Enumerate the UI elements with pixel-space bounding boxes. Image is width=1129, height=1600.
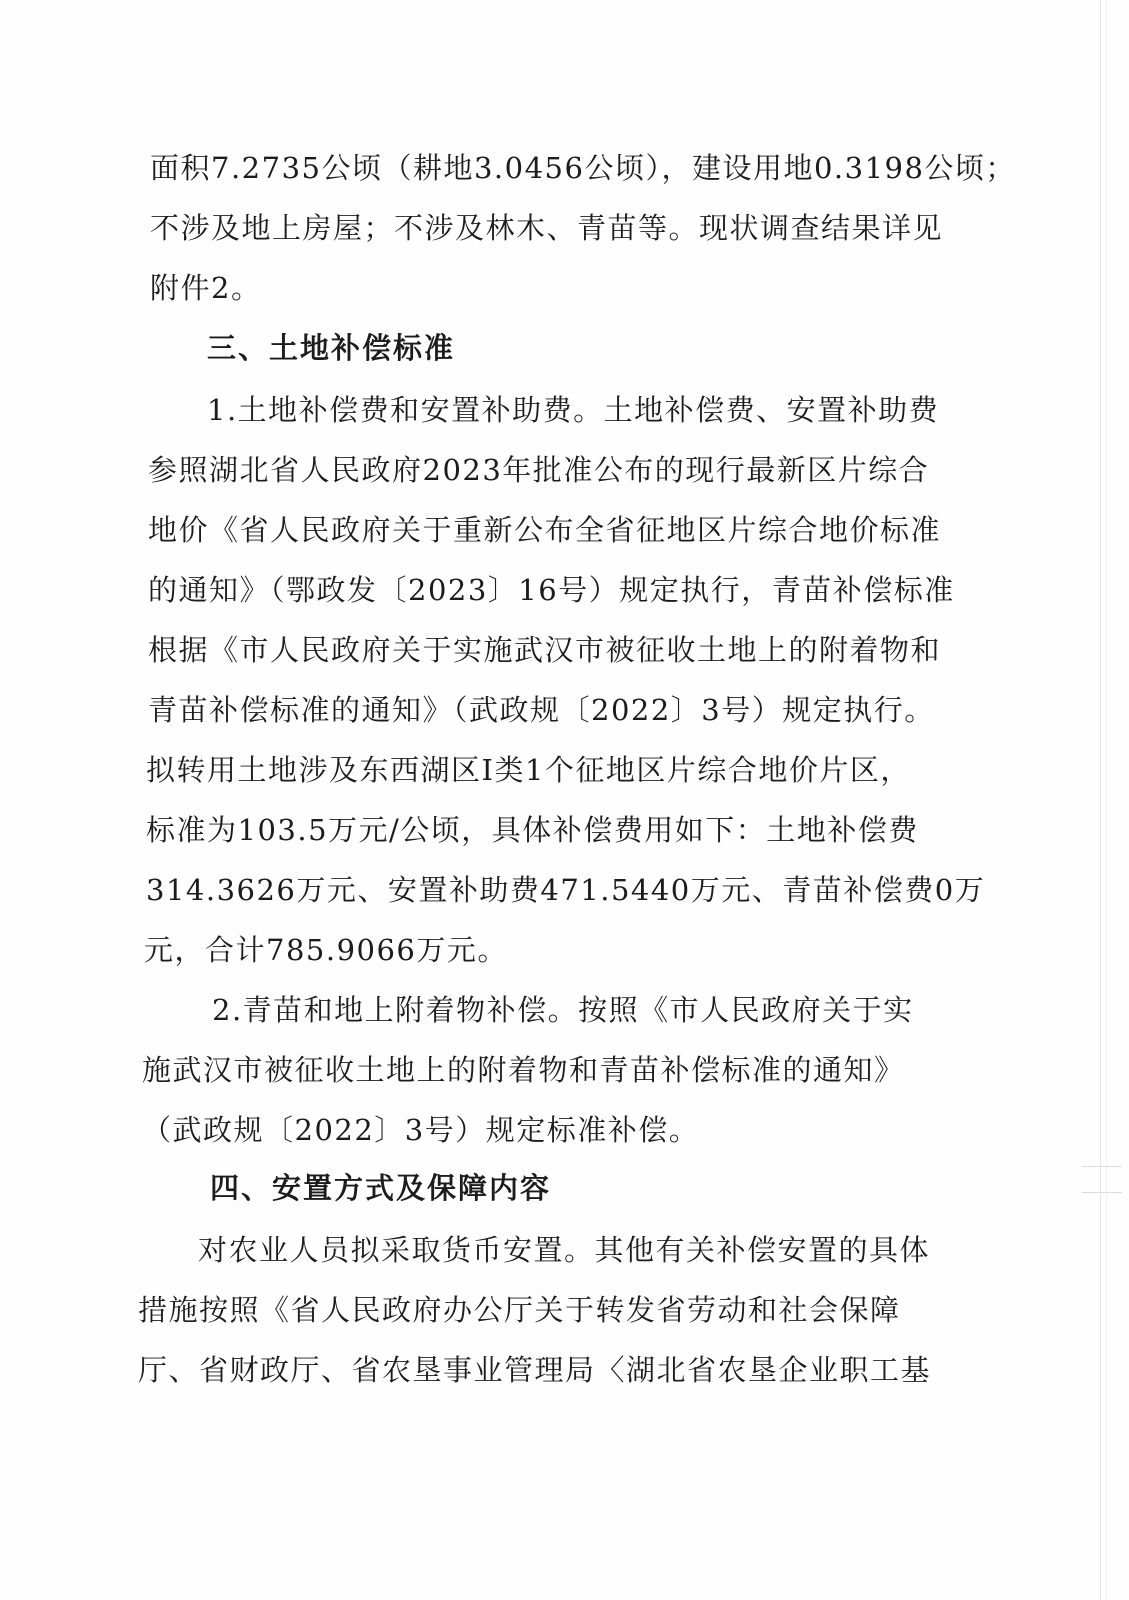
body-text-line: 标准为103.5万元/公顷，具体补偿费用如下：土地补偿费 — [146, 813, 919, 847]
body-text-line: 地价《省人民政府关于重新公布全省征地区片综合地价标准 — [148, 513, 942, 547]
body-text-line: 厅、省财政厅、省农垦事业管理局〈湖北省农垦企业职工基 — [138, 1353, 932, 1387]
body-text-line: 元，合计785.9066万元。 — [144, 933, 508, 967]
body-text-line: 的通知》（鄂政发〔2023〕16号）规定执行，青苗补偿标准 — [148, 573, 955, 607]
section-heading-compensation-standard: 三、土地补偿标准 — [207, 331, 456, 365]
body-text-line: 面积7.2735公顷（耕地3.0456公顷），建设用地0.3198公顷； — [150, 151, 1016, 185]
body-text-line: 参照湖北省人民政府2023年批准公布的现行最新区片综合 — [148, 453, 930, 487]
body-text-line: 附件2。 — [150, 271, 262, 305]
scan-edge-line-inner — [1106, 0, 1107, 1600]
body-text-line: 不涉及地上房屋；不涉及林木、青苗等。现状调查结果详见 — [150, 211, 944, 245]
body-text-line: 措施按照《省人民政府办公厅关于转发省劳动和社会保障 — [138, 1293, 901, 1327]
scan-mark — [1082, 1166, 1122, 1167]
scan-edge-line — [1100, 0, 1101, 1600]
paragraph-first-line: 对农业人员拟采取货币安置。其他有关补偿安置的具体 — [198, 1233, 931, 1267]
body-text-line: 青苗补偿标准的通知》（武政规〔2022〕3号）规定执行。 — [148, 693, 935, 727]
body-text-line: 314.3626万元、安置补助费471.5440万元、青苗补偿费0万 — [146, 873, 986, 907]
paragraph-first-line: 1.土地补偿费和安置补助费。土地补偿费、安置补助费 — [207, 393, 940, 427]
body-text-line: （武政规〔2022〕3号）规定标准补偿。 — [142, 1113, 700, 1147]
section-heading-resettlement: 四、安置方式及保障内容 — [210, 1171, 552, 1205]
scan-mark — [1082, 1192, 1122, 1193]
paragraph-first-line: 2.青苗和地上附着物补偿。按照《市人民政府关于实 — [212, 993, 914, 1027]
body-text-line: 拟转用土地涉及东西湖区Ⅰ类1个征地区片综合地价片区， — [146, 753, 911, 787]
body-text-line: 施武汉市被征收土地上的附着物和青苗补偿标准的通知》 — [142, 1053, 905, 1087]
body-text-line: 根据《市人民政府关于实施武汉市被征收土地上的附着物和 — [148, 633, 942, 667]
